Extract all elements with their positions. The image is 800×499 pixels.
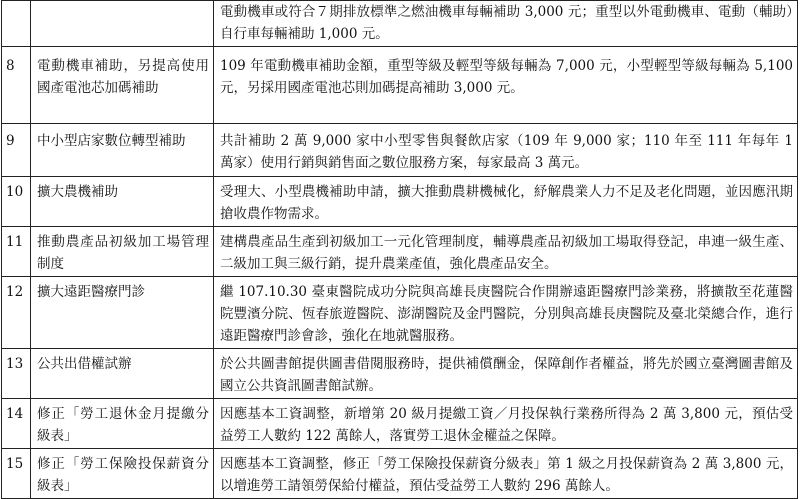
table-row [2, 124, 798, 177]
table-row [2, 349, 798, 399]
measure-description: 因應基本工資調整，修正「勞工保險投保薪資分級表」第 1 級之月投保薪資為 2 萬 3,800 元，以增進勞工請領勞保給付權益，預估受益勞工人數約 296 萬餘人。 [214, 449, 798, 499]
measure-description: 因應基本工資調整，新增第 20 級月提繳工資／月投保執行業務所得為 2 萬 3,800 元，預估受益勞工人數約 122 萬餘人，落實勞工退休金權益之保障。 [214, 399, 798, 449]
table-row [2, 1, 798, 47]
measure-name: 修正「勞工退休金月提繳分級表」 [31, 399, 214, 449]
row-number: 9 [2, 124, 31, 177]
table-row [2, 177, 798, 227]
measure-name: 電動機車補助，另提高使用國產電池芯加碼補助 [31, 47, 214, 124]
row-number: 10 [2, 177, 31, 227]
measure-name: 修正「勞工保險投保薪資分級表」 [31, 449, 214, 499]
row-number: 13 [2, 349, 31, 399]
row-number: 15 [2, 449, 31, 499]
measure-name [31, 1, 214, 47]
measure-name: 中小型店家數位轉型補助 [31, 124, 214, 177]
table-row [2, 399, 798, 449]
table-row [2, 227, 798, 277]
measure-description: 於公共圖書館提供圖書借閱服務時，提供補償酬金，保障創作者權益，將先於國立臺灣圖書館及國立公共資訊圖書館試辦。 [214, 349, 798, 399]
measure-description: 109 年電動機車補助金額，重型等級及輕型等級每輛為 7,000 元，小型輕型等級每輛為 5,100 元，另採用國產電池芯則加碼提高補助 3,000 元。 [214, 47, 798, 124]
measure-name: 公共出借權試辦 [31, 349, 214, 399]
table-row [2, 277, 798, 349]
row-number: 14 [2, 399, 31, 449]
row-number [2, 1, 31, 47]
measure-name: 擴大農機補助 [31, 177, 214, 227]
measure-description: 受理大、小型農機補助申請，擴大推動農耕機械化，紓解農業人力不足及老化問題，並因應汛期搶收農作物需求。 [214, 177, 798, 227]
row-number: 8 [2, 47, 31, 124]
subsidy-measures-table [1, 0, 798, 499]
row-number: 11 [2, 227, 31, 277]
measure-name: 推動農產品初級加工場管理制度 [31, 227, 214, 277]
measure-description: 建構農產品生產到初級加工一元化管理制度，輔導農產品初級加工場取得登記，串連一級生產、二級加工與三級行銷，提升農業產值，強化農產品安全。 [214, 227, 798, 277]
measure-description: 共計補助 2 萬 9,000 家中小型零售與餐飲店家（109 年 9,000 家；110 年至 111 年每年 1 萬家）使用行銷與銷售面之數位服務方案，每家最高 3 萬元。 [214, 124, 798, 177]
row-number: 12 [2, 277, 31, 349]
measure-description: 繼 107.10.30 臺東醫院成功分院與高雄長庚醫院合作開辦遠距醫療門診業務，將擴散至花蓮醫院豐濱分院、恆春旅遊醫院、澎湖醫院及金門醫院，分別與高雄長庚醫院及臺北榮總合作，進行遠距醫療門診會診，強化在地就醫服務。 [214, 277, 798, 349]
measure-name: 擴大遠距醫療門診 [31, 277, 214, 349]
measure-description: 電動機車或符合７期排放標準之燃油機車每輛補助 3,000 元；重型以外電動機車、電動（輔助）自行車每輛補助 1,000 元。 [214, 1, 798, 47]
table-row [2, 47, 798, 124]
